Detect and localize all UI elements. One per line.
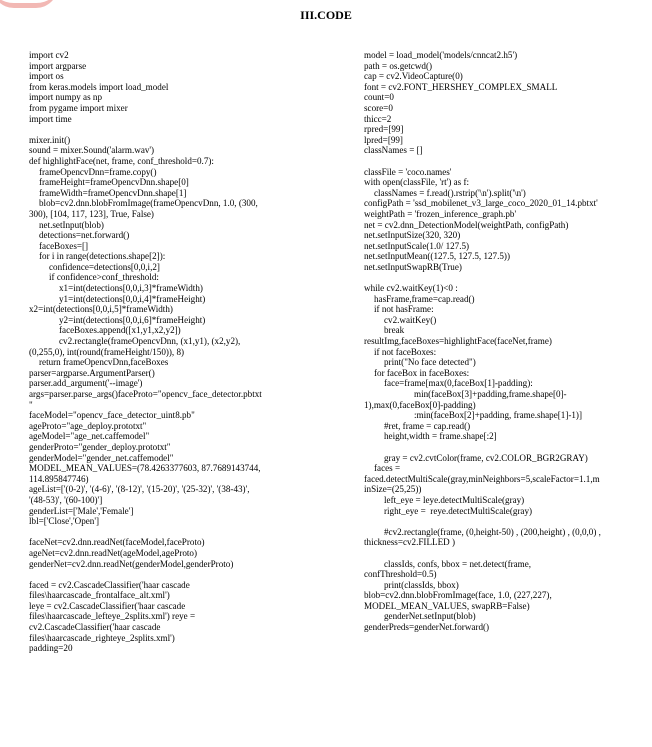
code-line: [29, 527, 339, 538]
code-line: genderNet.setInput(blob): [384, 611, 476, 622]
code-line: blob=cv2.dnn.blobFromImage(frameOpencvDnn, 1.0, (300,: [39, 198, 258, 209]
code-line: face=frame[max(0,faceBox[1]-padding):: [384, 378, 533, 389]
code-line: 1),max(0,faceBox[0]-padding): [364, 399, 476, 410]
code-line: while cv2.waitKey(1)<0 :: [364, 283, 458, 294]
code-line: from keras.models import load_model: [29, 81, 169, 92]
code-line: parser.add_argument('--image'): [29, 378, 143, 389]
code-line: faceNet=cv2.dnn.readNet(faceModel,faceProto): [29, 537, 205, 548]
code-line: faceModel="opencv_face_detector_uint8.pb": [29, 410, 195, 421]
code-line: padding=20: [29, 643, 73, 654]
code-line: ageProto="age_deploy.prototxt": [29, 420, 147, 431]
code-line: import numpy as np: [29, 92, 102, 103]
code-line: classNames = f.read().rstrip('\n').split('\n'): [374, 187, 526, 198]
code-line: configPath = 'ssd_mobilenet_v3_large_coco_2020_01_14.pbtxt': [364, 198, 598, 209]
code-line: faceBoxes=[]: [39, 240, 89, 251]
code-column-left: [29, 50, 339, 654]
code-line: genderList=['Male','Female']: [29, 505, 134, 516]
code-line: weightPath = 'frozen_inference_graph.pb': [364, 208, 517, 219]
code-line: MODEL_MEAN_VALUES=(78.4263377603, 87.7689143744,: [29, 463, 261, 474]
code-line: rpred=[99]: [364, 124, 404, 135]
code-line: cv2.waitKey(): [384, 314, 437, 325]
code-line: font = cv2.FONT_HERSHEY_COMPLEX_SMALL: [364, 81, 558, 92]
code-line: inSize=(25,25)): [364, 484, 422, 495]
code-line: genderPreds=genderNet.forward(): [364, 622, 490, 633]
code-line: from pygame import mixer: [29, 102, 128, 113]
code-line: gray = cv2.cvtColor(frame, cv2.COLOR_BGR2GRAY): [384, 452, 588, 463]
code-line: x1=int(detections[0,0,i,3]*frameWidth): [59, 283, 203, 294]
code-line: ageModel="age_net.caffemodel": [29, 431, 150, 442]
code-line: left_eye = leye.detectMultiScale(gray): [384, 494, 525, 505]
code-line: faces =: [374, 463, 401, 474]
code-line: (0,255,0), int(round(frameHeight/150)), 8): [29, 346, 185, 357]
code-line: confidence=detections[0,0,i,2]: [49, 261, 160, 272]
code-line: net.setInputSwapRB(True): [364, 261, 462, 272]
code-line: lbl=['Close','Open']: [29, 516, 100, 527]
code-line: frameOpencvDnn=frame.copy(): [39, 166, 157, 177]
code-line: 114.895847746): [29, 473, 89, 484]
code-line: if not hasFrame:: [374, 304, 434, 315]
code-line: return frameOpencvDnn,faceBoxes: [39, 357, 169, 368]
code-line: '(48-53)', '(60-100)']: [29, 494, 103, 505]
code-line: mixer.init(): [29, 134, 71, 145]
code-line: score=0: [364, 102, 393, 113]
code-line: 300), [104, 117, 123], True, False): [29, 208, 154, 219]
code-line: import cv2: [29, 50, 69, 60]
code-column-right: [364, 50, 634, 633]
code-line: for faceBox in faceBoxes:: [374, 367, 470, 378]
code-line: [29, 569, 339, 580]
code-line: ageList=['(0-2)', '(4-6)', '(8-12)', '(15-20)', '(25-32)', '(38-43)',: [29, 484, 250, 495]
code-line: net.setInput(blob): [39, 219, 104, 230]
code-line: resultImg,faceBoxes=highlightFace(faceNet,frame): [364, 336, 552, 347]
code-line: thicc=2: [364, 113, 392, 124]
code-line: lpred=[99]: [364, 134, 403, 145]
code-line: import time: [29, 113, 72, 124]
code-line: print(classIds, bbox): [384, 579, 459, 590]
code-line: print("No face detected"): [384, 357, 476, 368]
code-line: genderNet=cv2.dnn.readNet(genderModel,genderProto): [29, 558, 234, 569]
code-line: cv2.rectangle(frameOpencvDnn, (x1,y1), (x2,y2),: [59, 336, 241, 347]
code-line: cv2.CascadeClassifier('haar cascade: [29, 622, 161, 633]
code-line: net = cv2.dnn_DetectionModel(weightPath, configPath): [364, 219, 569, 230]
code-line: :min(faceBox[2]+padding, frame.shape[1]-1)]: [414, 410, 582, 421]
code-line: frameHeight=frameOpencvDnn.shape[0]: [39, 177, 189, 188]
code-line: count=0: [364, 92, 394, 103]
code-line: height,width = frame.shape[:2]: [384, 431, 497, 442]
code-line: genderModel="gender_net.caffemodel": [29, 452, 174, 463]
code-line: [364, 442, 634, 453]
code-line: net.setInputScale(1.0/ 127.5): [364, 240, 470, 251]
code-line: sound = mixer.Sound('alarm.wav'): [29, 145, 155, 156]
code-line: if not faceBoxes:: [374, 346, 437, 357]
code-line: classIds, confs, bbox = net.detect(frame,: [384, 558, 532, 569]
code-line: path = os.getcwd(): [364, 60, 433, 71]
code-line: blob=cv2.dnn.blobFromImage(face, 1.0, (227,227),: [364, 590, 552, 601]
code-line: #ret, frame = cap.read(): [384, 420, 471, 431]
code-line: leye = cv2.CascadeClassifier('haar cascade: [29, 600, 186, 611]
code-line: x2=int(detections[0,0,i,5]*frameWidth): [29, 304, 173, 315]
code-line: classNames = []: [364, 145, 423, 156]
code-line: files\haarcascade_frontalface_alt.xml'): [29, 590, 170, 601]
code-line: [364, 156, 634, 167]
code-line: model = load_model('models/cnncat2.h5'): [364, 50, 518, 60]
code-line: #cv2.rectangle(frame, (0,height-50) , (200,height) , (0,0,0) ,: [384, 526, 601, 537]
section-heading: III.CODE: [300, 8, 352, 22]
code-line: ageNet=cv2.dnn.readNet(ageModel,ageProto): [29, 547, 197, 558]
code-line: classFile = 'coco.names': [364, 166, 452, 177]
code-line: parser=argparse.ArgumentParser(): [29, 367, 155, 378]
code-line: import os: [29, 71, 64, 82]
code-line: [364, 272, 634, 283]
code-line: cap = cv2.VideoCapture(0): [364, 71, 463, 82]
code-line: right_eye = reye.detectMultiScale(gray): [384, 505, 533, 516]
code-line: thickness=cv2.FILLED ): [364, 537, 455, 548]
code-line: files\haarcascade_lefteye_2splits.xml') reye =: [29, 611, 196, 622]
code-line: import argparse: [29, 60, 87, 71]
code-line: [364, 516, 634, 527]
code-line: break: [384, 325, 405, 336]
code-line: ": [29, 399, 33, 410]
code-line: genderProto="gender_deploy.prototxt": [29, 441, 171, 452]
code-line: min(faceBox[3]+padding,frame.shape[0]-: [414, 389, 567, 399]
code-line: def highlightFace(net, frame, conf_threshold=0.7):: [29, 155, 214, 166]
code-line: faced = cv2.CascadeClassifier('haar cascade: [29, 579, 190, 590]
code-line: y1=int(detections[0,0,i,4]*frameHeight): [59, 293, 206, 304]
code-line: hasFrame,frame=cap.read(): [374, 293, 475, 304]
code-line: faceBoxes.append([x1,y1,x2,y2]): [59, 325, 181, 336]
code-line: MODEL_MEAN_VALUES, swapRB=False): [364, 600, 530, 611]
code-line: [364, 548, 634, 559]
code-line: if confidence>conf_threshold:: [49, 272, 159, 283]
code-line: net.setInputSize(320, 320): [364, 230, 461, 241]
code-line: detections=net.forward(): [39, 230, 130, 241]
code-line: frameWidth=frameOpencvDnn.shape[1]: [39, 187, 187, 198]
code-line: net.setInputMean((127.5, 127.5, 127.5)): [364, 251, 510, 262]
corner-decoration: [0, 0, 58, 8]
code-line: faced.detectMultiScale(gray,minNeighbors=5,scaleFactor=1.1,m: [364, 473, 600, 484]
code-line: confThreshold=0.5): [364, 569, 437, 580]
code-line: [29, 124, 339, 135]
code-line: with open(classFile, 'rt') as f:: [364, 177, 470, 188]
code-line: y2=int(detections[0,0,i,6]*frameHeight): [59, 314, 206, 325]
code-line: args=parser.parse_args()faceProto="opencv_face_detector.pbtxt: [29, 389, 262, 399]
code-line: files\haarcascade_righteye_2splits.xml'): [29, 632, 175, 643]
code-line: for i in range(detections.shape[2]):: [39, 251, 166, 262]
